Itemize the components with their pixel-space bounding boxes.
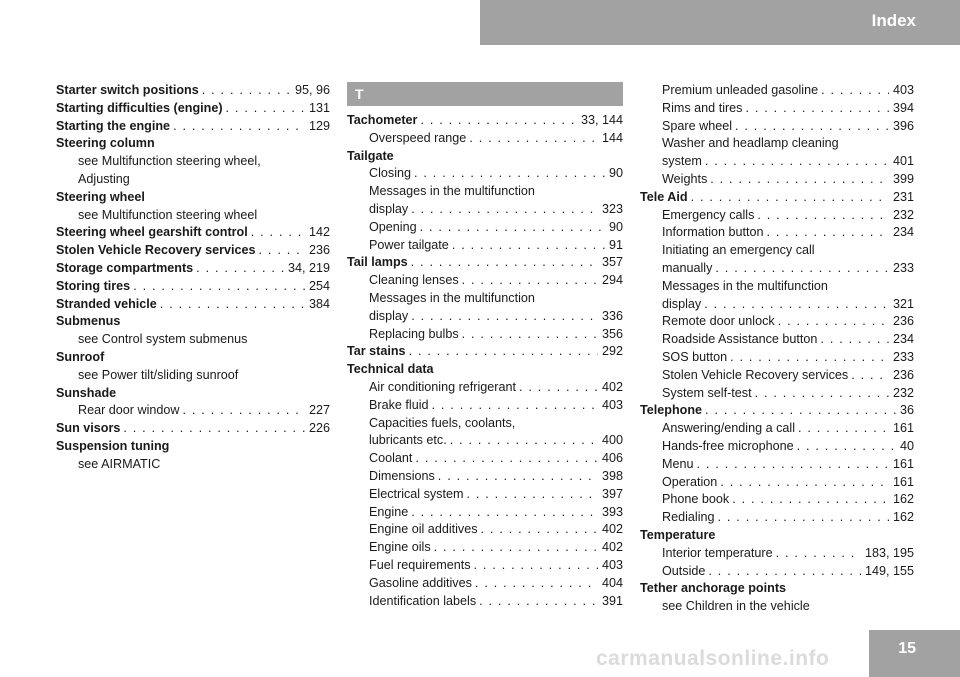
- entry-term: Sunshade: [56, 385, 117, 400]
- index-subentry: [640, 456, 914, 474]
- page-reference: 394: [892, 100, 914, 115]
- dot-leader: [705, 153, 889, 171]
- page-reference: 292: [601, 344, 623, 359]
- subentry-text: SOS button: [662, 349, 728, 364]
- index-subentry: [347, 237, 623, 255]
- entry-term: Tail lamps: [347, 255, 408, 270]
- page-reference: 254: [308, 278, 330, 293]
- dot-leader: [469, 130, 598, 148]
- index-subentry: [640, 367, 914, 385]
- dot-leader: [226, 100, 305, 118]
- index-entry: [640, 189, 914, 207]
- page-reference: 356: [601, 326, 623, 341]
- header-bar: [480, 0, 960, 45]
- dot-leader: [776, 545, 861, 563]
- index-subentry: [347, 130, 623, 148]
- index-subentry: [347, 557, 623, 575]
- subentry-text: Dimensions: [369, 468, 435, 483]
- subentry-text: Stolen Vehicle Recovery services: [662, 367, 849, 382]
- index-subentry: [347, 539, 623, 557]
- subentry-text: Operation: [662, 474, 718, 489]
- entry-term: Tar stains: [347, 344, 406, 359]
- dot-leader: [705, 402, 896, 420]
- section-header: T: [347, 82, 623, 106]
- index-subentry: [640, 491, 914, 509]
- dot-leader: [133, 278, 305, 296]
- subentry-text: Weights: [662, 171, 708, 186]
- dot-leader: [730, 349, 889, 367]
- entry-term: Steering wheel: [56, 189, 145, 204]
- dot-leader: [718, 509, 889, 527]
- page-reference: 91: [608, 237, 623, 252]
- page-reference: 398: [601, 468, 623, 483]
- page-reference: 129: [308, 118, 330, 133]
- index-entry: [56, 82, 330, 100]
- dot-leader: [732, 491, 889, 509]
- index-subentry: [640, 153, 914, 171]
- page-reference: 234: [892, 332, 914, 347]
- index-subentry: [347, 575, 623, 593]
- dot-leader: [160, 296, 305, 314]
- page-reference: 232: [892, 207, 914, 222]
- page-reference: 162: [892, 510, 914, 525]
- index-heading: [56, 438, 330, 456]
- index-subentry: [640, 313, 914, 331]
- subentry-text: Premium unleaded gasoline: [662, 83, 819, 97]
- page-reference: 403: [892, 83, 914, 97]
- index-subentry: [640, 563, 914, 581]
- index-entry: [56, 296, 330, 314]
- note-text: see AIRMATIC: [78, 456, 161, 471]
- subentry-text: Replacing bulbs: [369, 326, 459, 341]
- dot-leader: [697, 456, 889, 474]
- note-text: Messages in the multifunction: [369, 290, 535, 305]
- page-reference: 236: [892, 367, 914, 382]
- index-entry: [56, 260, 330, 278]
- index-subentry: [347, 468, 623, 486]
- entry-term: Temperature: [640, 527, 716, 542]
- page-reference: 336: [601, 308, 623, 323]
- index-subentry: [347, 219, 623, 237]
- dot-leader: [434, 539, 598, 557]
- page-reference: 393: [601, 504, 623, 519]
- dot-leader: [415, 450, 598, 468]
- dot-leader: [452, 237, 605, 255]
- index-subentry: [640, 118, 914, 136]
- subentry-text: Power tailgate: [369, 237, 449, 252]
- index-column-2: [347, 82, 623, 610]
- page-reference: 402: [601, 379, 623, 394]
- dot-leader: [411, 254, 598, 272]
- index-subentry: [640, 331, 914, 349]
- entry-term: Telephone: [640, 403, 703, 418]
- index-note: [640, 135, 914, 153]
- index-subentry: [347, 201, 623, 219]
- index-subentry: [640, 260, 914, 278]
- index-subentry: [347, 521, 623, 539]
- index-heading: [347, 148, 623, 166]
- dot-leader: [797, 438, 896, 456]
- dot-leader: [519, 379, 598, 397]
- subentry-text: Roadside Assistance button: [662, 332, 818, 347]
- index-subentry: [640, 420, 914, 438]
- subentry-text: Fuel requirements: [369, 557, 471, 572]
- index-subentry: [640, 171, 914, 189]
- subentry-text: Engine oils: [369, 540, 431, 555]
- subentry-text: Brake fluid: [369, 397, 429, 412]
- subentry-text: Information button: [662, 225, 764, 240]
- dot-leader: [475, 575, 598, 593]
- index-subentry: [347, 504, 623, 522]
- page-reference: 90: [608, 219, 623, 234]
- dot-leader: [820, 331, 889, 349]
- index-subentry: [640, 385, 914, 403]
- page-reference: 384: [308, 296, 330, 311]
- note-text: see Control system submenus: [78, 332, 248, 347]
- dot-leader: [710, 171, 889, 189]
- note-text: Messages in the multifunction: [662, 278, 828, 293]
- entry-term: Tailgate: [347, 148, 394, 163]
- index-heading: [347, 361, 623, 379]
- entry-term: Stranded vehicle: [56, 296, 157, 311]
- subentry-text: Rear door window: [78, 403, 180, 418]
- index-entry: [640, 402, 914, 420]
- entry-term: Starting the engine: [56, 118, 171, 133]
- dot-leader: [708, 563, 861, 581]
- subentry-text: Redialing: [662, 510, 715, 525]
- page-reference: 400: [601, 433, 623, 448]
- index-subentry: [640, 296, 914, 314]
- entry-term: Steering wheel gearshift control: [56, 225, 248, 240]
- subentry-text: Outside: [662, 563, 706, 578]
- index-subentry: [640, 545, 914, 563]
- index-heading: [640, 580, 914, 598]
- page-reference: 33, 144: [580, 113, 623, 127]
- subentry-text: System self-test: [662, 385, 752, 400]
- subentry-text: Overspeed range: [369, 130, 467, 145]
- page-reference: 227: [308, 403, 330, 418]
- subentry-text: Menu: [662, 456, 694, 471]
- subentry-text: Identification labels: [369, 593, 477, 608]
- dot-leader: [720, 474, 889, 492]
- note-text: Washer and headlamp cleaning: [662, 136, 839, 151]
- page-reference: 131: [308, 100, 330, 115]
- index-subentry: [347, 450, 623, 468]
- dot-leader: [767, 224, 889, 242]
- index-heading: [56, 385, 330, 403]
- index-entry: [56, 278, 330, 296]
- dot-leader: [173, 118, 305, 136]
- index-note: [56, 331, 330, 349]
- dot-leader: [450, 432, 598, 450]
- subentry-text: Closing: [369, 166, 411, 181]
- dot-leader: [757, 207, 889, 225]
- page-reference: 90: [608, 166, 623, 181]
- page-reference: 144: [601, 130, 623, 145]
- index-note: [56, 456, 330, 474]
- page-reference: 162: [892, 492, 914, 507]
- page-reference: 36: [899, 403, 914, 418]
- page-reference: 183, 195: [864, 545, 914, 560]
- subentry-text: manually: [662, 260, 713, 275]
- dot-leader: [778, 313, 889, 331]
- dot-leader: [251, 224, 305, 242]
- page-number-box: [869, 630, 960, 677]
- subentry-text: Gasoline additives: [369, 575, 472, 590]
- subentry-text: Engine: [369, 504, 409, 519]
- dot-leader: [123, 420, 305, 438]
- index-note: [347, 183, 623, 201]
- page-reference: 233: [892, 260, 914, 275]
- index-entry: [56, 100, 330, 118]
- subentry-text: display: [369, 308, 409, 323]
- dot-leader: [409, 343, 598, 361]
- page-reference: 403: [601, 557, 623, 572]
- dot-leader: [462, 272, 598, 290]
- dot-leader: [411, 201, 598, 219]
- page-title: Index: [871, 11, 916, 30]
- page-reference: 236: [308, 243, 330, 258]
- dot-leader: [798, 420, 889, 438]
- entry-term: Technical data: [347, 362, 434, 377]
- entry-term: Steering column: [56, 136, 155, 151]
- page-number: 15: [898, 640, 916, 657]
- index-entry: [347, 254, 623, 272]
- entry-term: Starter switch positions: [56, 83, 199, 97]
- index-subentry: [347, 593, 623, 611]
- index-subentry: [640, 82, 914, 100]
- dot-leader: [414, 165, 605, 183]
- subentry-text: display: [369, 201, 409, 216]
- note-text: Initiating an emergency call: [662, 243, 815, 258]
- index-subentry: [347, 397, 623, 415]
- index-heading: [56, 135, 330, 153]
- page-reference: 321: [892, 296, 914, 311]
- index-heading: [640, 527, 914, 545]
- index-subentry: [347, 272, 623, 290]
- entry-term: Tachometer: [347, 113, 418, 127]
- subentry-text: system: [662, 154, 702, 169]
- dot-leader: [420, 112, 577, 130]
- subentry-text: Answering/ending a call: [662, 421, 796, 436]
- index-entry: [56, 224, 330, 242]
- index-subentry: [640, 224, 914, 242]
- index-subentry: [347, 379, 623, 397]
- page-reference: 161: [892, 456, 914, 471]
- dot-leader: [183, 402, 305, 420]
- index-note: [347, 415, 623, 433]
- entry-term: Suspension tuning: [56, 438, 170, 453]
- page-reference: 399: [892, 171, 914, 186]
- page-reference: 404: [601, 575, 623, 590]
- index-entry: [347, 343, 623, 361]
- page-reference: 232: [892, 385, 914, 400]
- page-reference: 396: [892, 118, 914, 133]
- entry-term: Stolen Vehicle Recovery services: [56, 243, 256, 258]
- index-note: [640, 598, 914, 616]
- subentry-text: Electrical system: [369, 486, 464, 501]
- index-entry: [56, 118, 330, 136]
- note-text: Capacities fuels, coolants,: [369, 415, 516, 430]
- index-subentry: [640, 100, 914, 118]
- entry-term: Storing tires: [56, 278, 131, 293]
- index-note: [347, 290, 623, 308]
- index-column-3: [640, 82, 914, 616]
- index-subentry: [640, 509, 914, 527]
- page-reference: 401: [892, 154, 914, 169]
- dot-leader: [704, 296, 889, 314]
- page-reference: 236: [892, 314, 914, 329]
- dot-leader: [755, 385, 889, 403]
- index-entry: [347, 112, 623, 130]
- index-entry: [56, 242, 330, 260]
- dot-leader: [202, 82, 291, 100]
- entry-term: Storage compartments: [56, 260, 194, 275]
- index-note: [56, 367, 330, 385]
- page-reference: 234: [892, 225, 914, 240]
- subentry-text: Interior temperature: [662, 545, 773, 560]
- dot-leader: [474, 557, 598, 575]
- page-reference: 406: [601, 451, 623, 466]
- page-reference: 357: [601, 255, 623, 270]
- dot-leader: [411, 308, 598, 326]
- dot-leader: [851, 367, 889, 385]
- note-text: see Multifunction steering wheel,: [78, 154, 261, 169]
- index-subentry: [347, 308, 623, 326]
- page-reference: 294: [601, 273, 623, 288]
- subentry-text: Opening: [369, 219, 417, 234]
- dot-leader: [479, 593, 598, 611]
- page-reference: 161: [892, 421, 914, 436]
- index-subentry: [640, 474, 914, 492]
- dot-leader: [259, 242, 305, 260]
- dot-leader: [715, 260, 889, 278]
- dot-leader: [691, 189, 889, 207]
- subentry-text: Engine oil additives: [369, 522, 478, 537]
- index-note: [56, 207, 330, 225]
- subentry-text: Phone book: [662, 492, 730, 507]
- index-subentry: [640, 349, 914, 367]
- page-reference: 40: [899, 438, 914, 453]
- index-subentry: [347, 486, 623, 504]
- page-reference: 402: [601, 522, 623, 537]
- subentry-text: Cleaning lenses: [369, 273, 459, 288]
- index-note: [56, 171, 330, 189]
- index-note: [640, 278, 914, 296]
- dot-leader: [420, 219, 605, 237]
- dot-leader: [466, 486, 598, 504]
- entry-term: Tether anchorage points: [640, 581, 787, 596]
- page-reference: 397: [601, 486, 623, 501]
- index-subentry: [347, 165, 623, 183]
- index-heading: [56, 313, 330, 331]
- dot-leader: [432, 397, 598, 415]
- entry-term: Submenus: [56, 314, 121, 329]
- subentry-text: lubricants etc.: [369, 433, 447, 448]
- watermark: carmanualsonline.info: [596, 647, 830, 670]
- page-reference: 402: [601, 540, 623, 555]
- subentry-text: Spare wheel: [662, 118, 733, 133]
- note-text: Adjusting: [78, 171, 130, 186]
- note-text: see Children in the vehicle: [662, 599, 810, 614]
- page-reference: 403: [601, 397, 623, 412]
- page-reference: 34, 219: [287, 260, 330, 275]
- page-reference: 226: [308, 421, 330, 436]
- subentry-text: Rims and tires: [662, 100, 743, 115]
- index-subentry: [347, 326, 623, 344]
- note-text: see Multifunction steering wheel: [78, 207, 258, 222]
- subentry-text: display: [662, 296, 702, 311]
- note-text: Messages in the multifunction: [369, 184, 535, 199]
- subentry-text: Coolant: [369, 451, 413, 466]
- index-note: [640, 242, 914, 260]
- index-note: [56, 153, 330, 171]
- index-column-1: [56, 82, 330, 474]
- dot-leader: [411, 504, 598, 522]
- page-reference: 161: [892, 474, 914, 489]
- entry-term: Starting difficulties (engine): [56, 100, 223, 115]
- dot-leader: [438, 468, 598, 486]
- entry-term: Sun visors: [56, 421, 121, 436]
- index-entry: [56, 420, 330, 438]
- page-reference: 142: [308, 225, 330, 240]
- page-reference: 233: [892, 349, 914, 364]
- index-subentry: [640, 207, 914, 225]
- dot-leader: [735, 118, 889, 136]
- index-heading: [56, 189, 330, 207]
- entry-term: Tele Aid: [640, 189, 688, 204]
- subentry-text: Remote door unlock: [662, 314, 775, 329]
- index-heading: [56, 349, 330, 367]
- subentry-text: Hands-free microphone: [662, 438, 794, 453]
- page-reference: 231: [892, 189, 914, 204]
- dot-leader: [462, 326, 598, 344]
- entry-term: Sunroof: [56, 349, 105, 364]
- index-subentry: [56, 402, 330, 420]
- dot-leader: [745, 100, 889, 118]
- page-reference: 323: [601, 201, 623, 216]
- page-reference: 149, 155: [864, 563, 914, 578]
- dot-leader: [481, 521, 598, 539]
- index-subentry: [347, 432, 623, 450]
- page-reference: 391: [601, 593, 623, 608]
- subentry-text: Emergency calls: [662, 207, 755, 222]
- dot-leader: [196, 260, 284, 278]
- page-reference: 95, 96: [294, 83, 330, 97]
- dot-leader: [821, 82, 889, 100]
- index-subentry: [640, 438, 914, 456]
- subentry-text: Air conditioning refrigerant: [369, 379, 517, 394]
- note-text: see Power tilt/sliding sunroof: [78, 367, 239, 382]
